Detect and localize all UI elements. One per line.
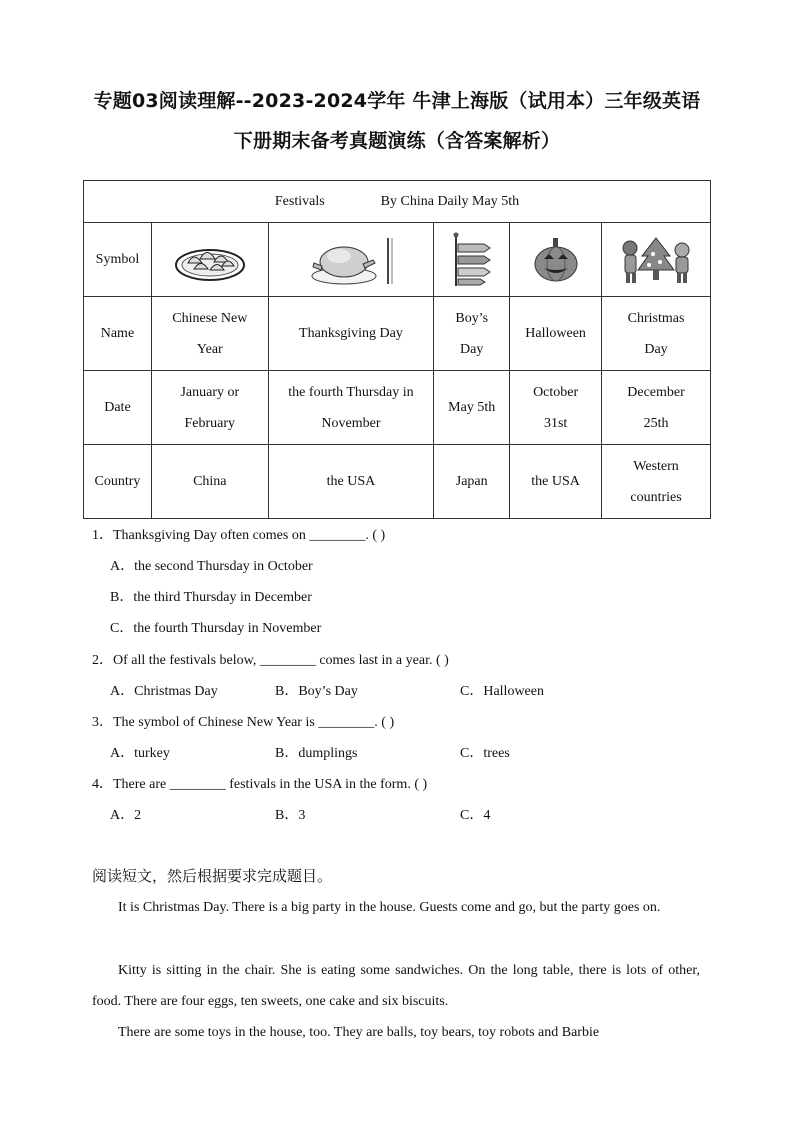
question-2-option-a: A．Christmas Day	[110, 684, 218, 699]
reading-paragraph-3: There are some toys in the house, too. They are balls, toy bears, toy robots and Barbie	[118, 1025, 600, 1040]
country-cell: the USA	[268, 445, 434, 519]
table-header-source: By China Daily May 5th	[380, 194, 520, 209]
name-cell: Christmas Day	[602, 297, 711, 371]
date-cell: December 25th	[602, 371, 711, 445]
question-4-option-a: A．2	[110, 808, 142, 823]
row-label-name: Name	[84, 297, 152, 371]
christmas-tree-icon	[618, 234, 694, 286]
festivals-table	[83, 180, 711, 519]
table-header	[84, 181, 711, 223]
date-cell: October 31st	[510, 371, 602, 445]
question-3-option-c: C．trees	[460, 746, 510, 761]
question-4-option-c: C．4	[460, 808, 491, 823]
name-cell: Thanksgiving Day	[268, 297, 434, 371]
table-header-festivals: Festivals	[274, 194, 325, 209]
question-3: 3．The symbol of Chinese New Year is ________. ( )	[92, 715, 395, 730]
question-4: 4．There are ________ festivals in the USA in the form. ( )	[92, 777, 428, 792]
row-label-date: Date	[84, 371, 152, 445]
dumplings-icon	[172, 235, 248, 285]
symbol-cell-christmas	[602, 223, 711, 297]
question-4-option-b: B．3	[275, 808, 306, 823]
document-title-line-1: 专题03阅读理解--2023-2024学年 牛津上海版（试用本）三年级英语	[93, 90, 701, 112]
name-cell: Boy’s Day	[434, 297, 510, 371]
carp-streamer-icon	[450, 232, 494, 288]
row-label-country: Country	[84, 445, 152, 519]
question-1: 1．Thanksgiving Day often comes on ________. ( )	[92, 528, 386, 543]
turkey-icon	[306, 232, 396, 288]
name-cell: Halloween	[510, 297, 602, 371]
question-1-option-b: B．the third Thursday in December	[110, 590, 312, 605]
reading-paragraph-1: It is Christmas Day. There is a big party in the house. Guests come and go, but the party goes on.	[118, 900, 661, 915]
symbol-cell-boys-day	[434, 223, 510, 297]
date-cell: January or February	[151, 371, 268, 445]
symbol-cell-halloween	[510, 223, 602, 297]
symbol-cell-chinese-new-year	[151, 223, 268, 297]
question-1-option-c: C．the fourth Thursday in November	[110, 621, 322, 636]
question-1-option-a: A．the second Thursday in October	[110, 559, 313, 574]
question-2-option-c: C．Halloween	[460, 684, 544, 699]
date-cell: the fourth Thursday in November	[268, 371, 434, 445]
question-3-option-b: B．dumplings	[275, 746, 358, 761]
country-cell: Western countries	[602, 445, 711, 519]
document-title-line-2: 下册期末备考真题演练（含答案解析）	[233, 130, 561, 152]
question-3-option-a: A．turkey	[110, 746, 170, 761]
symbol-cell-thanksgiving	[268, 223, 434, 297]
row-label-symbol: Symbol	[84, 223, 152, 297]
country-cell: Japan	[434, 445, 510, 519]
reading-instruction: 阅读短文，然后根据要求完成题目。	[92, 867, 333, 885]
country-cell: the USA	[510, 445, 602, 519]
name-cell: Chinese New Year	[151, 297, 268, 371]
reading-paragraph-2: Kitty is sitting in the chair. She is eating some sandwiches. On the long table, there is lots of other, food. There are four eggs, ten sweets, one cake and six biscuits.	[92, 963, 700, 1009]
date-cell: May 5th	[434, 371, 510, 445]
country-cell: China	[151, 445, 268, 519]
question-2: 2．Of all the festivals below, ________ comes last in a year. ( )	[92, 653, 449, 668]
pumpkin-icon	[531, 235, 581, 285]
question-2-option-b: B．Boy’s Day	[275, 684, 358, 699]
